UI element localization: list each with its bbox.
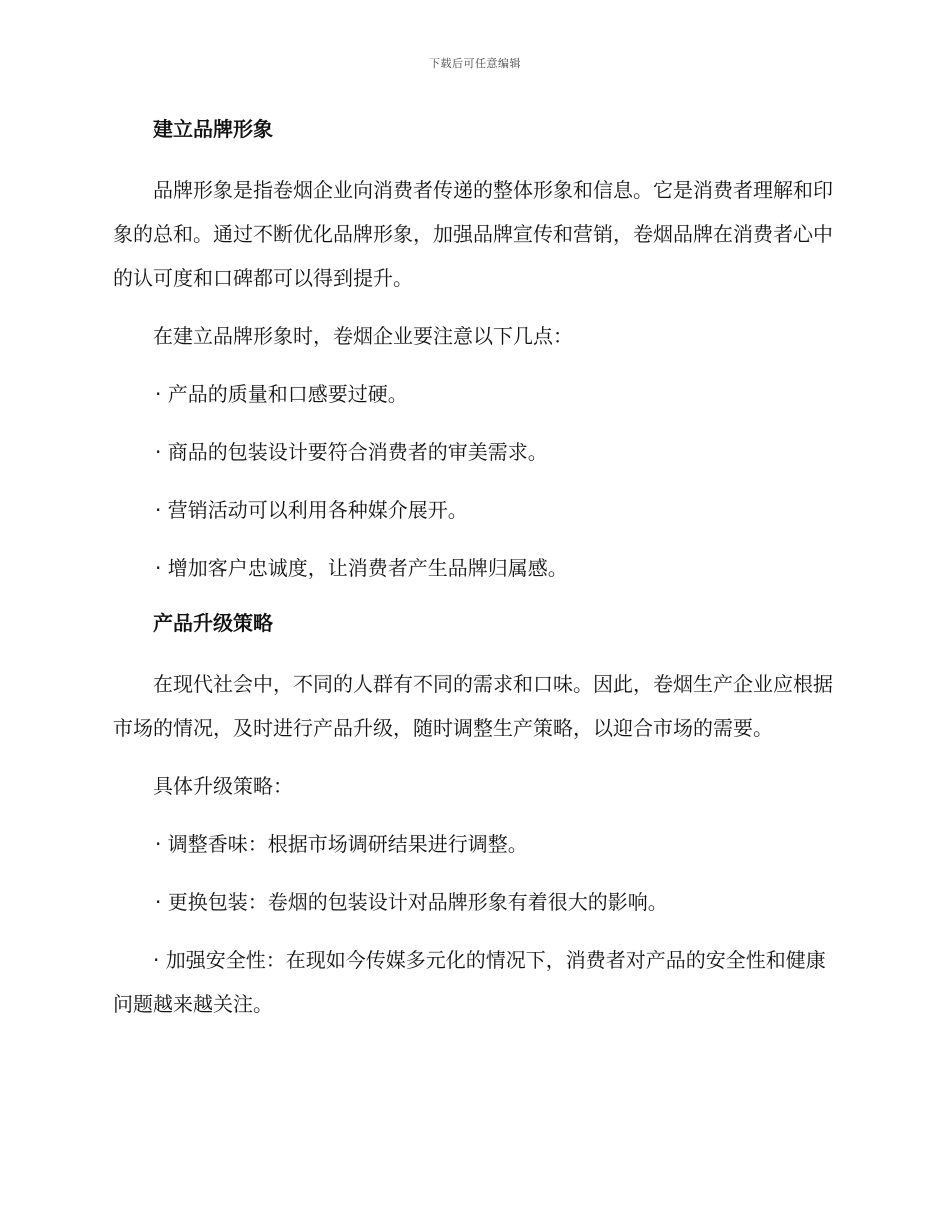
paragraph-upgrade-strategies-intro: 具体升级策略： [153, 774, 293, 798]
header-note: 下载后可任意编辑 [429, 57, 521, 70]
paragraph-product-upgrade-intro: 在现代社会中，不同的人群有不同的需求和口味。因此，卷烟生产企业应根据市场的情况，及时进行产品升级，随时调整生产策略，以迎合市场的需要。 [113, 672, 833, 740]
paragraph-brand-image-points-intro: 在建立品牌形象时，卷烟企业要注意以下几点： [153, 324, 573, 348]
document-body [113, 110, 833, 1040]
bullet-change-packaging: · 更换包装：卷烟的包装设计对品牌形象有着很大的影响。 [155, 890, 668, 914]
bullet-adjust-flavor: · 调整香味：根据市场调研结果进行调整。 [155, 832, 528, 856]
bullet-quality-taste: · 产品的质量和口感要过硬。 [155, 382, 408, 406]
bullet-marketing-media: · 营销活动可以利用各种媒介展开。 [155, 498, 468, 522]
paragraph-brand-image-definition: 品牌形象是指卷烟企业向消费者传递的整体形象和信息。它是消费者理解和印象的总和。通过不断优化品牌形象，加强品牌宣传和营销，卷烟品牌在消费者心中的认可度和口碑都可以得到提升。 [113, 178, 833, 290]
bullet-strengthen-safety: · 加强安全性：在现如今传媒多元化的情况下，消费者对产品的安全性和健康问题越来越关注。 [113, 948, 826, 1016]
bullet-customer-loyalty: · 增加客户忠诚度，让消费者产生品牌归属感。 [155, 556, 568, 580]
section-heading-brand-image: 建立品牌形象 [153, 117, 273, 141]
section-heading-product-upgrade: 产品升级策略 [153, 611, 273, 635]
bullet-packaging-design: · 商品的包装设计要符合消费者的审美需求。 [155, 440, 548, 464]
